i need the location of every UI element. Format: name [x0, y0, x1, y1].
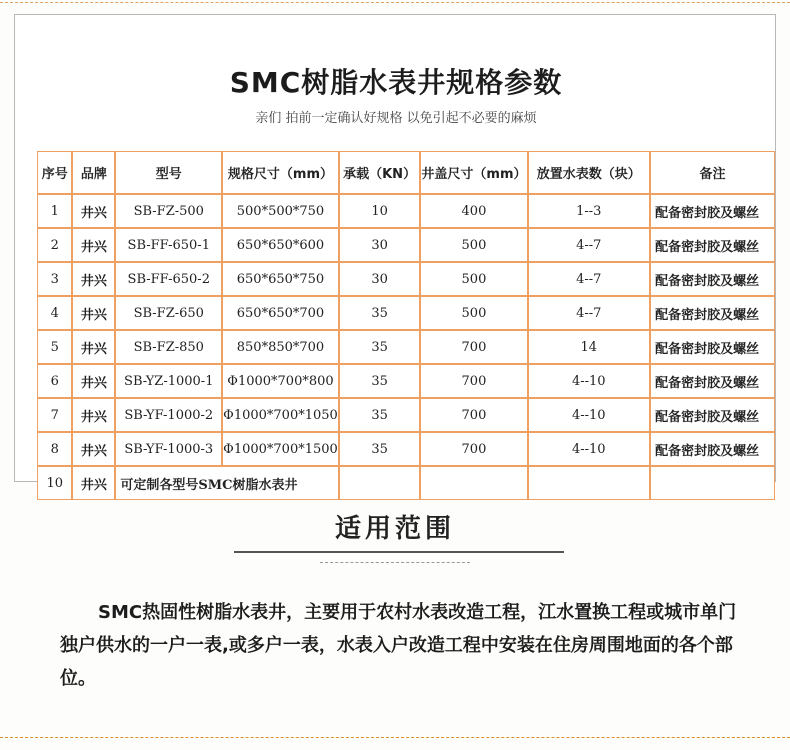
section-description: SMC热固性树脂水表井，主要用于农村水表改造工程，江水置换工程或城市单门独户供水的一户一表,或多户一表，水表入户改造工程中安装在住房周围地面的各个部位。 — [60, 602, 737, 689]
table-row — [37, 330, 775, 364]
cell-size: 500*500*750 — [222, 194, 339, 228]
cell-brand: 井兴 — [72, 364, 115, 398]
cell-size: 650*650*700 — [222, 296, 339, 330]
table-header-row — [37, 151, 775, 194]
cell-load: 35 — [339, 432, 421, 466]
cell-note: 配备密封胶及螺丝 — [650, 228, 775, 262]
cell-brand: 井兴 — [72, 228, 115, 262]
cell-brand: 井兴 — [72, 296, 115, 330]
cell-model: SB-FF-650-1 — [115, 228, 222, 262]
cell-brand: 井兴 — [72, 432, 115, 466]
cell-model: SB-YF-1000-2 — [115, 398, 222, 432]
header-note: 备注 — [650, 151, 775, 194]
cell-index: 2 — [37, 228, 72, 262]
spec-panel — [14, 14, 776, 493]
cell-index: 1 — [37, 194, 72, 228]
table-row — [37, 262, 775, 296]
cell-meter-count: 4--10 — [528, 432, 651, 466]
header-brand: 品牌 — [72, 151, 115, 194]
bottom-dashed-divider — [0, 737, 790, 738]
table-row — [37, 296, 775, 330]
cell-model: SB-FF-650-2 — [115, 262, 222, 296]
cell-meter-count: 1--3 — [528, 194, 651, 228]
table-row — [37, 228, 775, 262]
cell-index: 5 — [37, 330, 72, 364]
table-row-custom — [37, 466, 775, 500]
cell-model: SB-FZ-500 — [115, 194, 222, 228]
cell-brand: 井兴 — [72, 330, 115, 364]
cell-brand: 井兴 — [72, 194, 115, 228]
cell-load: 35 — [339, 398, 421, 432]
table-row — [37, 364, 775, 398]
cell-cover-size: 500 — [420, 262, 527, 296]
cell-meter-count: 4--7 — [528, 262, 651, 296]
cell-size: Φ1000*700*800 — [222, 364, 339, 398]
cell-note: 配备密封胶及螺丝 — [650, 432, 775, 466]
cell-model: SB-YZ-1000-1 — [115, 364, 222, 398]
cell-empty — [339, 466, 421, 500]
cell-load: 10 — [339, 194, 421, 228]
table-row — [37, 432, 775, 466]
cell-empty — [420, 466, 527, 500]
cell-cover-size: 700 — [420, 364, 527, 398]
cell-load: 35 — [339, 330, 421, 364]
cell-brand: 井兴 — [72, 262, 115, 296]
cell-size: Φ1000*700*1500 — [222, 432, 339, 466]
cell-index: 6 — [37, 364, 72, 398]
cell-size: Φ1000*700*1050 — [222, 398, 339, 432]
header-index: 序号 — [37, 151, 72, 194]
page-title: SMC树脂水表井规格参数 — [229, 66, 563, 99]
cell-empty — [650, 466, 775, 500]
cell-meter-count: 14 — [528, 330, 651, 364]
cell-index: 4 — [37, 296, 72, 330]
cell-load: 30 — [339, 228, 421, 262]
cell-cover-size: 500 — [420, 296, 527, 330]
header-model: 型号 — [115, 151, 222, 194]
cell-brand: 井兴 — [72, 398, 115, 432]
cell-model: SB-YF-1000-3 — [115, 432, 222, 466]
cell-cover-size: 400 — [420, 194, 527, 228]
cell-load: 35 — [339, 296, 421, 330]
table-row — [37, 398, 775, 432]
cell-size: 650*650*600 — [222, 228, 339, 262]
header-meter-count: 放置水表数（块） — [528, 151, 651, 194]
cell-size: 850*850*700 — [222, 330, 339, 364]
cell-index: 10 — [37, 466, 72, 500]
cell-load: 35 — [339, 364, 421, 398]
cell-index: 8 — [37, 432, 72, 466]
header-load: 承载（KN） — [339, 151, 421, 194]
cell-cover-size: 700 — [420, 432, 527, 466]
cell-model: SB-FZ-650 — [115, 296, 222, 330]
table-row — [37, 194, 775, 228]
cell-meter-count: 4--10 — [528, 398, 651, 432]
cell-cover-size: 700 — [420, 398, 527, 432]
cell-note: 配备密封胶及螺丝 — [650, 194, 775, 228]
cell-size: 650*650*750 — [222, 262, 339, 296]
spec-table — [37, 151, 775, 500]
cell-note: 配备密封胶及螺丝 — [650, 398, 775, 432]
header-size: 规格尺寸（mm） — [222, 151, 339, 194]
cell-empty — [528, 466, 651, 500]
cell-cover-size: 700 — [420, 330, 527, 364]
cell-custom-note: 可定制各型号SMC树脂水表井 — [115, 466, 338, 500]
cell-meter-count: 4--10 — [528, 364, 651, 398]
cell-brand: 井兴 — [72, 466, 115, 500]
cell-note: 配备密封胶及螺丝 — [650, 296, 775, 330]
cell-index: 7 — [37, 398, 72, 432]
top-dashed-divider — [0, 2, 790, 3]
cell-index: 3 — [37, 262, 72, 296]
section-underline — [234, 551, 564, 553]
cell-meter-count: 4--7 — [528, 228, 651, 262]
header-cover-size: 井盖尺寸（mm） — [420, 151, 527, 194]
cell-note: 配备密封胶及螺丝 — [650, 364, 775, 398]
cell-note: 配备密封胶及螺丝 — [650, 330, 775, 364]
cell-cover-size: 500 — [420, 228, 527, 262]
section-underline-dashed — [320, 562, 470, 563]
cell-note: 配备密封胶及螺丝 — [650, 262, 775, 296]
page-subtitle: 亲们 拍前一定确认好规格 以免引起不必要的麻烦 — [255, 111, 537, 126]
cell-load: 30 — [339, 262, 421, 296]
cell-model: SB-FZ-850 — [115, 330, 222, 364]
section-title: 适用范围 — [334, 514, 455, 544]
cell-meter-count: 4--7 — [528, 296, 651, 330]
